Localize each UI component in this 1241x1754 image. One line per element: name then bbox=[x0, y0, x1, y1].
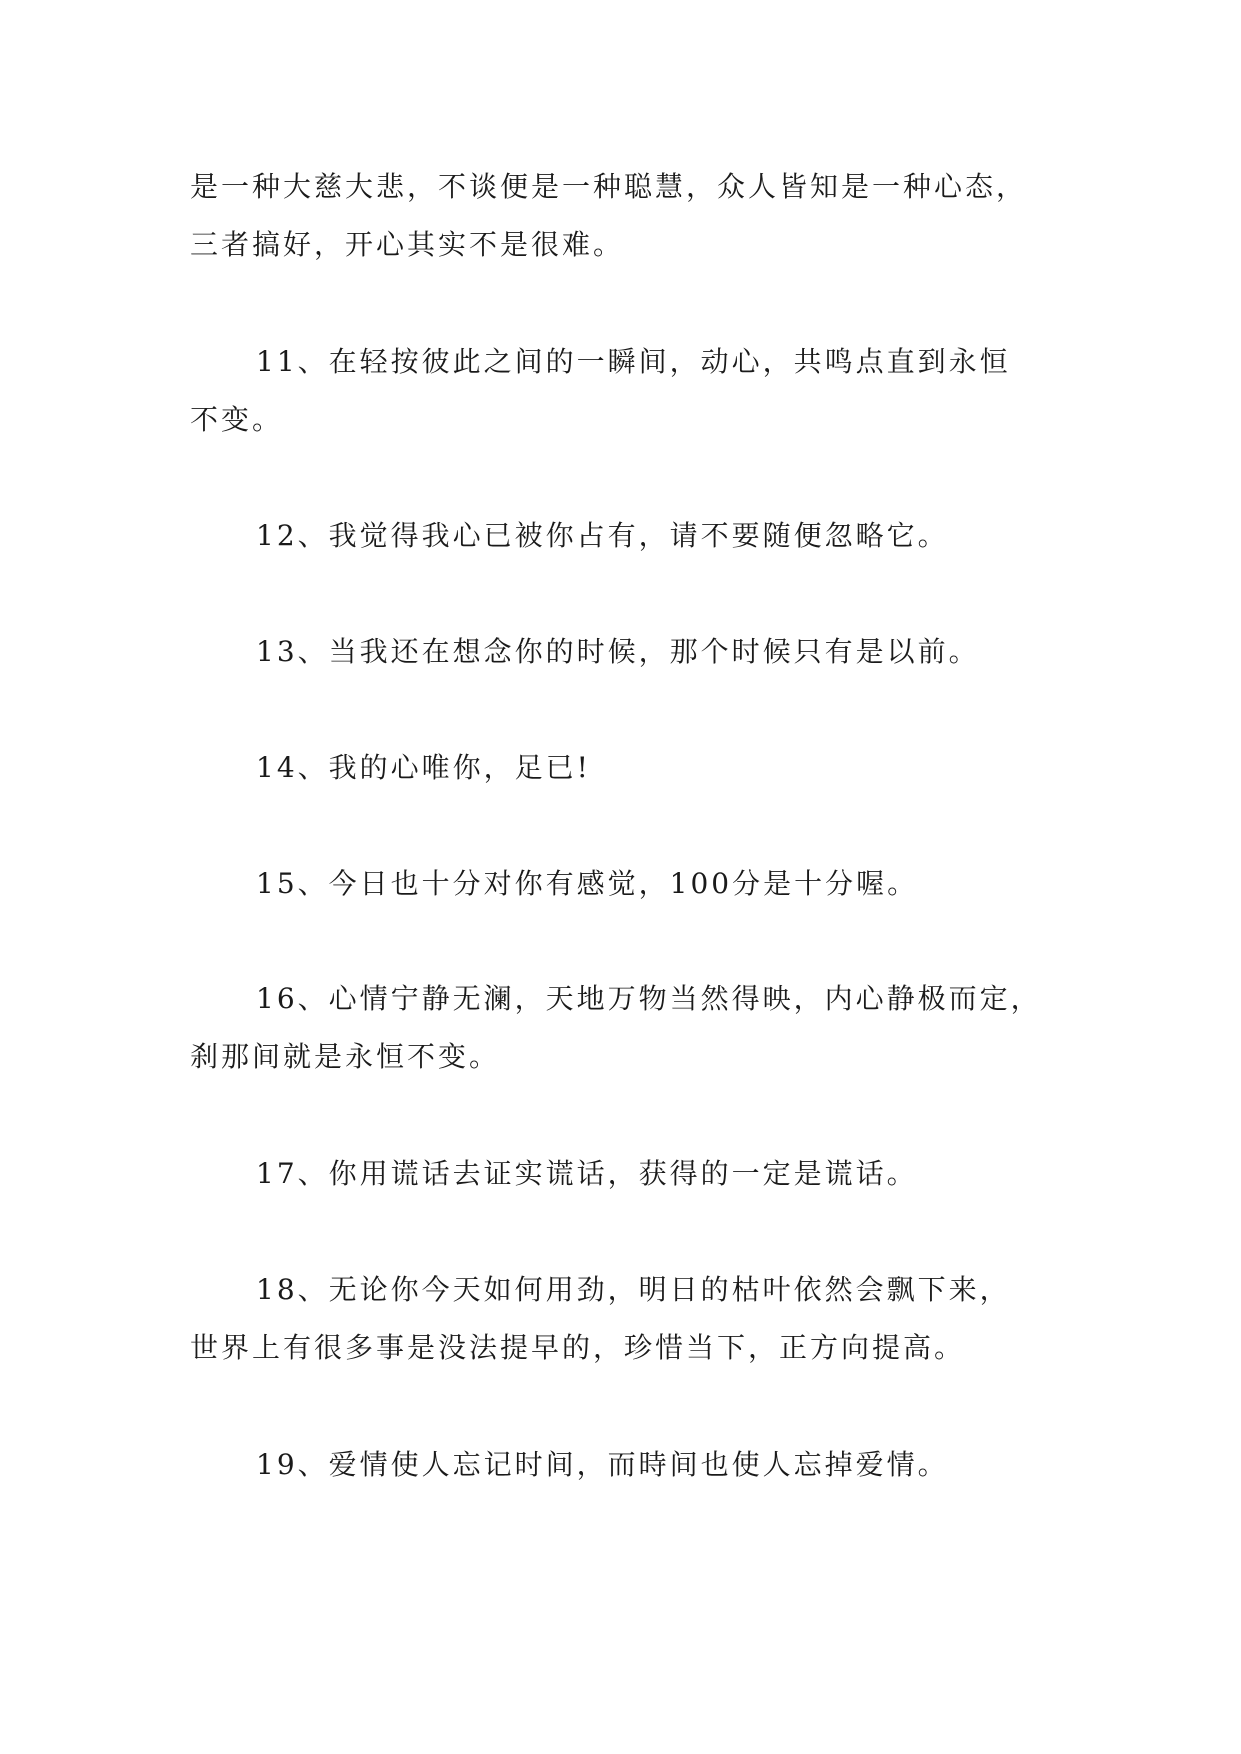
paragraph-line: 刹那间就是永恒不变。 bbox=[190, 1040, 501, 1073]
paragraph-line: 17、你用谎话去证实谎话，获得的一定是谎话。 bbox=[256, 1157, 918, 1190]
paragraph-line: 三者搞好，开心其实不是很难。 bbox=[190, 228, 625, 261]
paragraph-line: 不变。 bbox=[190, 403, 284, 436]
paragraph-line: 是一种大慈大悲，不谈便是一种聪慧，众人皆知是一种心态， bbox=[190, 170, 1028, 203]
paragraph-line: 16、心情宁静无澜，天地万物当然得映，内心静极而定， bbox=[256, 982, 1042, 1015]
paragraph-line: 12、我觉得我心已被你占有，请不要随便忽略它。 bbox=[256, 519, 949, 552]
paragraph-line: 世界上有很多事是没法提早的，珍惜当下，正方向提高。 bbox=[190, 1331, 966, 1364]
paragraph-line: 19、爱情使人忘记时间，而時间也使人忘掉爱情。 bbox=[256, 1448, 949, 1481]
paragraph-line: 13、当我还在想念你的时候，那个时候只有是以前。 bbox=[256, 635, 980, 668]
paragraph-item-18 bbox=[190, 1261, 1070, 1377]
paragraph-line: 18、无论你今天如何用劲，明日的枯叶依然会飘下来， bbox=[256, 1273, 1011, 1306]
paragraph-item-13 bbox=[190, 623, 1070, 681]
paragraph-line: 14、我的心唯你，足已! bbox=[256, 751, 591, 784]
paragraph-item-11 bbox=[190, 333, 1070, 449]
paragraph-item-14 bbox=[190, 739, 1070, 797]
paragraph-line: 11、在轻按彼此之间的一瞬间，动心，共鸣点直到永恒 bbox=[256, 345, 1011, 378]
paragraph-continuation bbox=[190, 158, 1070, 274]
paragraph-line: 15、今日也十分对你有感觉，100分是十分喔。 bbox=[256, 867, 919, 900]
paragraph-item-15 bbox=[190, 855, 1070, 913]
paragraph-item-16 bbox=[190, 970, 1070, 1086]
paragraph-item-17 bbox=[190, 1145, 1070, 1203]
paragraph-item-12 bbox=[190, 507, 1070, 565]
paragraph-item-19 bbox=[190, 1436, 1070, 1494]
